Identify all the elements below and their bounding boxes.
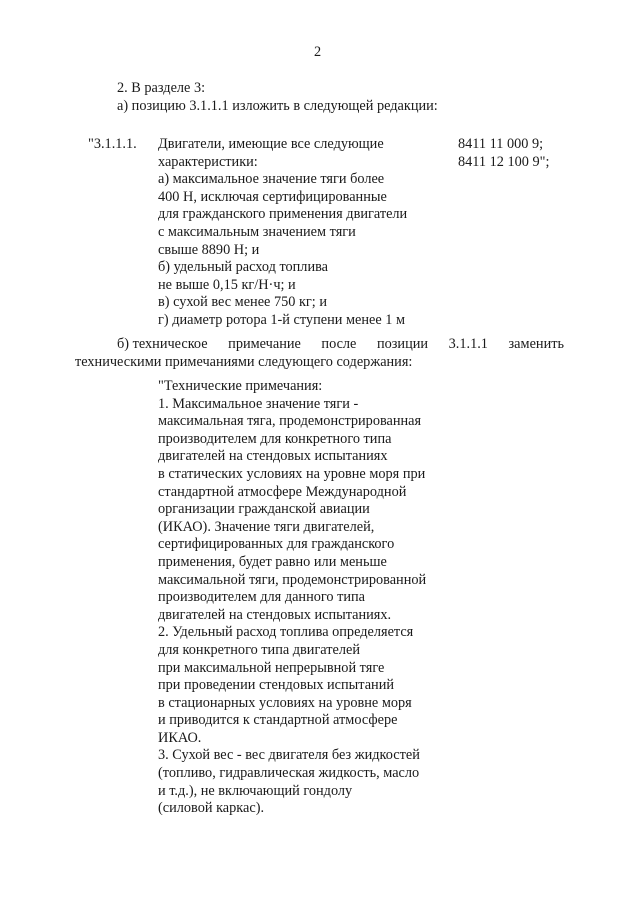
note-line: стандартной атмосфере Международной: [158, 483, 407, 500]
position-line: г) диаметр ротора 1-й ступени менее 1 м: [158, 311, 406, 328]
position-line: б) удельный расход топлива: [158, 259, 329, 276]
note-line: ИКАО.: [158, 729, 202, 746]
note-line: 1. Максимальное значение тяги -: [158, 395, 359, 412]
item-b-second-line: техническими примечаниями следующего содержания:: [75, 354, 413, 370]
position-line: в) сухой вес менее 750 кг; и: [158, 294, 327, 311]
item-b-word: б) техническое: [117, 336, 208, 352]
item-b-first-line: [117, 336, 564, 354]
item-b-word: 3.1.1.1: [448, 336, 488, 352]
position-line: а) максимальное значение тяги более: [158, 171, 385, 188]
item-b-word: позиции: [376, 336, 429, 352]
note-line: при проведении стендовых испытаний: [158, 677, 395, 694]
note-line: и т.д.), не включающий гондолу: [158, 782, 353, 799]
item-b-word: после: [321, 336, 357, 352]
note-line: и приводится к стандартной атмосфере: [158, 712, 398, 729]
note-line: сертифицированных для гражданского: [158, 536, 395, 553]
position-line: для гражданского применения двигатели: [158, 206, 408, 223]
note-line: применения, будет равно или меньше: [158, 553, 387, 570]
note-line: 2. Удельный расход топлива определяется: [158, 624, 414, 641]
position-line: не выше 0,15 кг/Н·ч; и: [158, 276, 296, 293]
note-line: (топливо, гидравлическая жидкость, масло: [158, 765, 420, 782]
note-line: (ИКАО). Значение тяги двигателей,: [158, 518, 375, 535]
item-b-word: примечание: [228, 336, 301, 352]
position-codes: [458, 136, 550, 171]
position-line: свыше 8890 Н; и: [158, 241, 260, 258]
note-line: 3. Сухой вес - вес двигателя без жидкостей: [158, 747, 420, 764]
code-line: 8411 12 100 9";: [458, 153, 550, 170]
note-line: двигателей на стендовых испытаниях.: [158, 606, 392, 623]
note-line: организации гражданской авиации: [158, 501, 370, 518]
item-b-word: заменить: [508, 336, 564, 352]
note-line: "Технические примечания:: [158, 378, 323, 394]
note-line: максимальной тяги, продемонстрированной: [158, 571, 427, 588]
note-line: в стационарных условиях на уровне моря: [158, 694, 412, 711]
note-line: в статических условиях на уровне моря при: [158, 465, 426, 482]
page-number: 2: [314, 44, 322, 60]
note-line: (силовой каркас).: [158, 800, 265, 817]
note-line: максимальная тяга, продемонстрированная: [158, 413, 422, 430]
section-heading: 2. В разделе 3:: [117, 80, 206, 96]
position-line: 400 Н, исключая сертифицированные: [158, 188, 387, 205]
position-line: Двигатели, имеющие все следующие: [158, 136, 384, 152]
note-line: производителем для конкретного типа: [158, 430, 392, 447]
item-a-intro: а) позицию 3.1.1.1 изложить в следующей редакции:: [117, 98, 438, 114]
note-line: производителем для данного типа: [158, 589, 366, 606]
note-line: для конкретного типа двигателей: [158, 641, 361, 658]
note-line: двигателей на стендовых испытаниях: [158, 448, 388, 465]
position-line: с максимальным значением тяги: [158, 223, 356, 240]
position-line: характеристики:: [158, 153, 258, 170]
position-number: "3.1.1.1.: [88, 136, 137, 152]
note-line: при максимальной непрерывной тяге: [158, 659, 385, 676]
code-line: 8411 11 000 9;: [458, 136, 544, 152]
position-description: [158, 136, 407, 330]
technical-notes: [158, 378, 426, 818]
